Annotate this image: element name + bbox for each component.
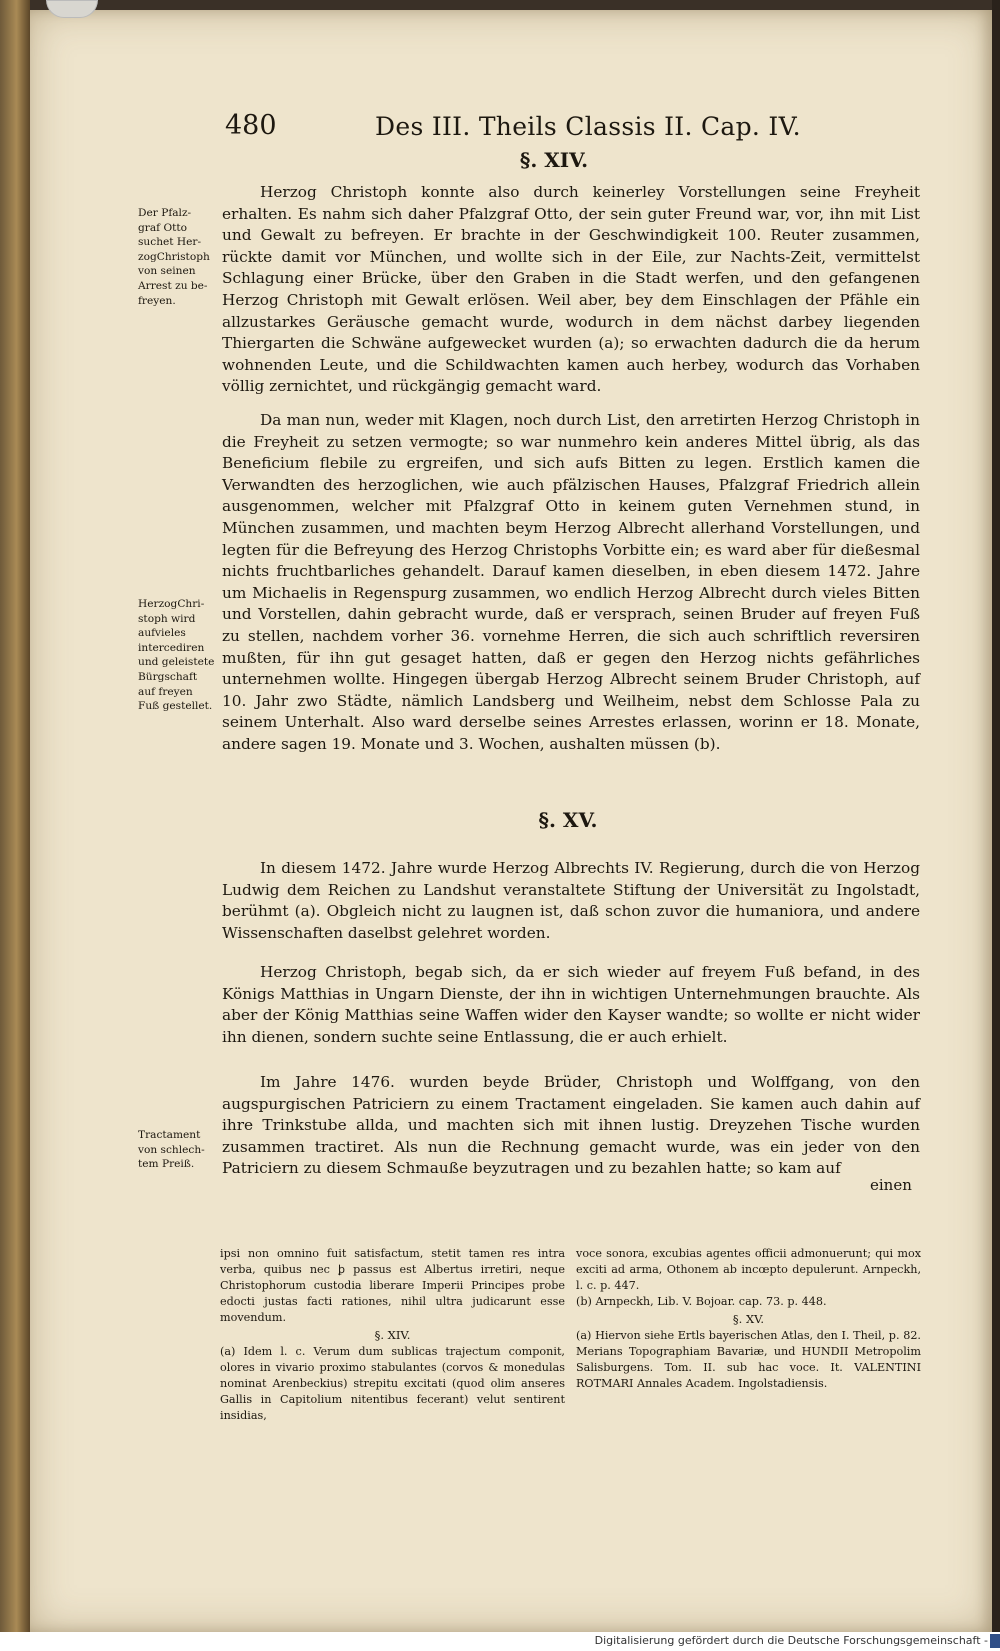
margin-note-herzog-christoph: HerzogChri- stoph wird aufvieles intercediren und geleistete Bürgschaft auf freyen Fuß gestellet. <box>138 598 215 713</box>
catchword: einen <box>870 1176 912 1194</box>
page-number: 480 <box>225 110 277 141</box>
paragraph-xv-3: Im Jahre 1476. wurden beyde Brüder, Christoph und Wolffgang, von den augspurgischen Patriciern zu einem Tractament eingeladen. Sie kamen auch dahin auf ihre Trinkstube allda, und machten sich mit ihnen lustig. Dreyzehen Tische wurden zusammen tractiret. Als nun die Rechnung gemacht wurde, was ein jeder von den Patriciern zu diesem Schmauße beyzutragen und zu bezahlen hatte; so kam auf <box>222 1073 920 1178</box>
margin-note-pfalzgraf-otto: Der Pfalz- graf Otto suchet Her- zogChristoph von seinen Arrest zu be- freyen. <box>138 207 210 307</box>
footnote-xiv-b: (b) Arnpeckh, Lib. V. Bojoar. cap. 73. p. 448. <box>576 1295 827 1308</box>
paragraph-xiv-1: Herzog Christoph konnte also durch keinerley Vorstellungen seine Freyheit erhalten. Es nahm sich daher Pfalzgraf Otto, der sein guter Freund war, vor, ihn mit List und Gewalt zu befreyen. Er brachte in der Geschwindigkeit 100. Reuter zusammen, rückte damit vor München, und wollte sich in der Eile, zur Nachts-Zeit, vermittelst Schlagung einer Brücke, über den Graben in die Stadt werfen, und den gefangenen Herzog Christoph mit Gewalt erlösen. Weil aber, bey dem Einschlagen der Pfähle ein allzustarkes Geräusche gemacht wurde, wodurch in dem nächst darbey liegenden Thiergarten die Schwäne aufgewecket wurden (a); so erwachten dadurch die da herum wohnenden Leute, und die Schildwachten kamen auch herbey, wodurch das Vorhaben völlig zernichtet, und rückgängig gemacht ward. <box>222 183 920 396</box>
footnote-right-continuation: voce sonora, excubias agentes officii admonuerunt; qui mox exciti ad arma, Othonem ab incœpto depulerunt. Arnpeckh, l. c. p. 447. <box>576 1247 921 1292</box>
paragraph-xv-2: Herzog Christoph, begab sich, da er sich wieder auf freyem Fuß befand, in des Königs Matthias in Ungarn Dienste, der ihn in wichtigen Unternehmungen brauchte. Als aber der König Matthias seine Waffen wider den Kayser wandte; so wollte er nicht wider ihn dienen, sondern suchte seine Entlassung, die er auch erhielt. <box>222 963 920 1046</box>
paragraph-xiv-2: Da man nun, weder mit Klagen, noch durch List, den arretirten Herzog Christoph in die Freyheit zu setzen vermogte; so war nunmehro kein anderes Mittel übrig, als das Beneficium flebile zu ergreifen, und sich aufs Bitten zu legen. Erstlich kamen die Verwandten des herzoglichen, wie auch pfälzischen Hauses, Pfalzgraf Friedrich allein ausgenommen, welcher mit Pfalzgraf Otto in keinem guten Vernehmen stund, in München zusammen, und machten beym Herzog Albrecht allerhand Vorstellungen, und legten für die Befreyung des Herzog Christophs Vorbitte ein; es ward aber für dießesmal nichts fruchtbarliches gehandelt. Darauf kamen dieselben, in eben diesem 1472. Jahre um Michaelis in Regenspurg zusammen, wo endlich Herzog Albrecht durch vieles Bitten und Vorstellen, dahin gebracht wurde, daß er versprach, seinen Bruder auf freyen Fuß zu stellen, nachdem vorher 36. vornehme Herren, die sich auch schriftlich reversiren mußten, für ihn gut gesaget hatten, daß er gegen den Herzog nichts gefährliches unternehmen wollte. Hingegen übergab Herzog Albrecht seinem Bruder Christoph, auf 10. Jahr zwo Städte, nämlich Landsberg und Weilheim, nebst dem Schlosse Pala zu seinem Unterhalt. Also ward derselbe seines Arrestes erlassen, worinn er 18. Monate, andere sagen 19. Monate und 3. Wochen, aushalten müssen (b). <box>222 411 920 753</box>
book-binding-left <box>0 0 30 1651</box>
section-heading-xiv: §. XIV. <box>519 148 589 172</box>
section-heading-xv: §. XV. <box>538 808 598 832</box>
footnote-heading-xiv: §. XIV. <box>374 1328 411 1342</box>
footnote-xv-a: (a) Hiervon siehe Ertls bayerischen Atlas, den I. Theil, p. 82. Merians Topographiam Bavariæ, und HUNDII Metropolim Salisburgens. Tom. II. sub hac voce. It. VALENTINI ROTMARI Annales Academ. Ingolstadiensis. <box>576 1329 921 1390</box>
footnote-left-continuation: ipsi non omnino fuit satisfactum, stetit tamen res intra verba, quibus nec ꝧ passus est Albertus irretiri, neque Christophorum custodia liberare Imperii Principes probe edocti justas facti rationes, nihil ultra judicarunt esse movendum. <box>220 1247 565 1324</box>
book-edge-right <box>992 0 1000 1651</box>
dfg-logo-icon <box>990 1634 1000 1648</box>
footnote-heading-xv: §. XV. <box>732 1312 765 1326</box>
margin-note-tractament: Tractament von schlech- tem Preiß. <box>138 1129 205 1171</box>
footnotes-right-column <box>576 1246 921 1392</box>
footnote-xiv-a: (a) Idem l. c. Verum dum sublicas trajectum componit, olores in vivario proximo stabulantes (corvos & monedulas nominat Arenbeckius) strepitu excitati (quod olim anseres Gallis in Capitolium nitentibus fecerant) velut sentirent insidias, <box>220 1345 565 1422</box>
page-header <box>225 110 925 150</box>
footer-credit: Digitalisierung gefördert durch die Deutsche Forschungsgemeinschaft - <box>594 1634 988 1647</box>
paragraph-xv-1: In diesem 1472. Jahre wurde Herzog Albrechts IV. Regierung, durch die von Herzog Ludwig dem Reichen zu Landshut veranstaltete Stiftung der Universität zu Ingolstadt, berühmt (a). Obgleich nicht zu laugnen ist, daß schon zuvor die humaniora, und andere Wissenschaften daselbst gelehret worden. <box>222 859 920 942</box>
digitization-footer <box>0 1632 1000 1651</box>
footnotes-left-column <box>220 1246 565 1424</box>
running-head: Des III. Theils Classis II. Cap. IV. <box>375 112 801 141</box>
